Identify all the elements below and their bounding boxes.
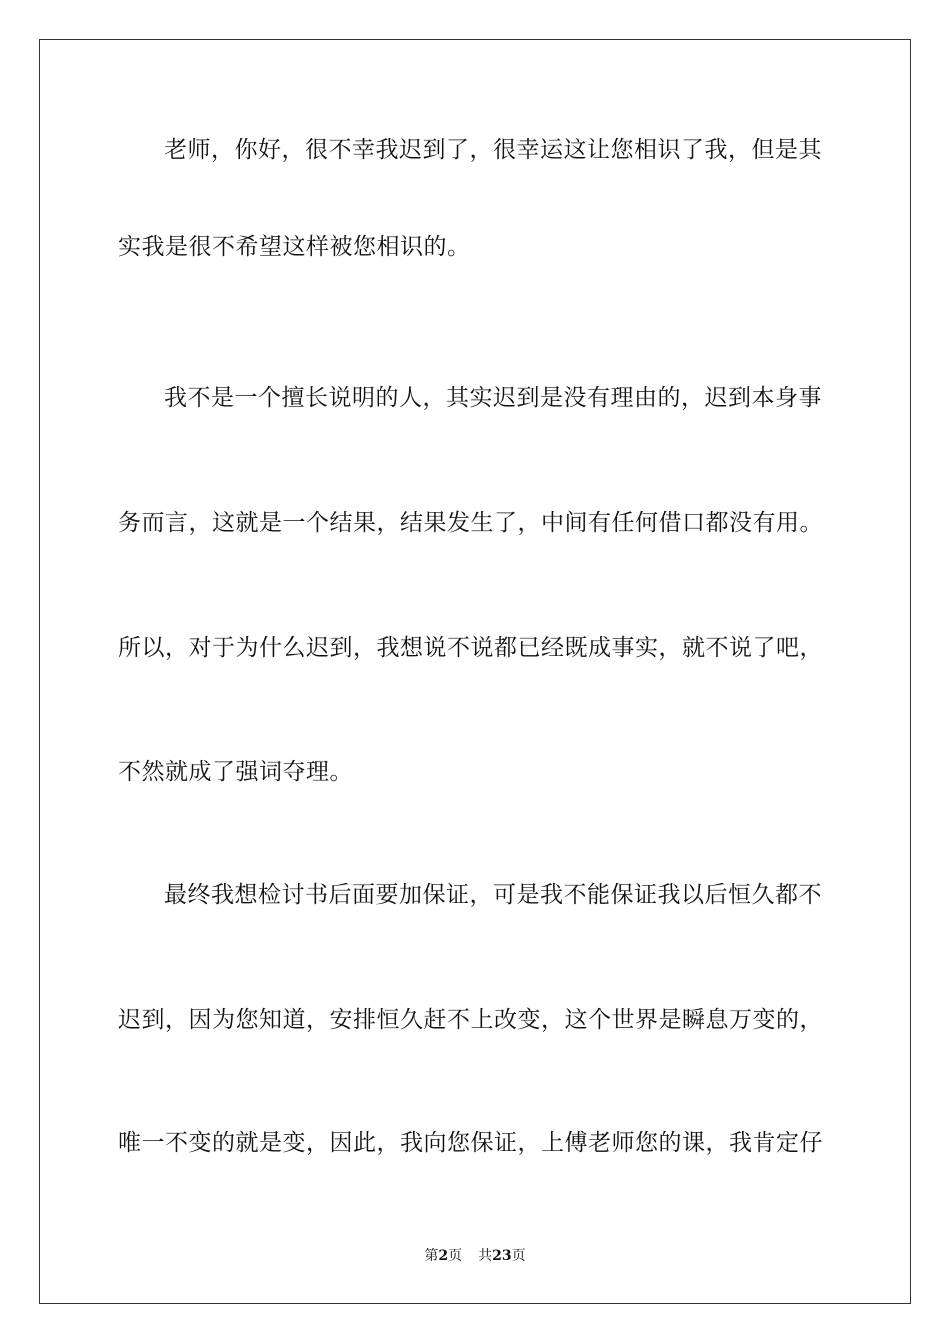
- page-border: [39, 39, 911, 1304]
- page-prefix: 第: [424, 1248, 439, 1264]
- paragraph-3-line-2: 迟到，因为您知道，安排恒久赶不上改变，这个世界是瞬息万变的，: [118, 1007, 823, 1033]
- paragraph-2-line-3: 所以，对于为什么迟到，我想说不说都已经既成事实，就不说了吧，: [118, 635, 823, 661]
- paragraph-2-line-4: 不然就成了强词夺理。: [118, 759, 353, 785]
- total-suffix: 页: [511, 1248, 526, 1264]
- paragraph-1-line-2: 实我是很不希望这样被您相识的。: [118, 234, 471, 260]
- paragraph-1-line-1: 老师，你好，很不幸我迟到了，很幸运这让您相识了我，但是其: [164, 137, 822, 163]
- total-pages: 23: [492, 1248, 512, 1264]
- page-suffix: 页: [448, 1248, 463, 1264]
- paragraph-2-line-1: 我不是一个擅长说明的人，其实迟到是没有理由的，迟到本身事: [164, 385, 822, 411]
- page-number: 2: [438, 1248, 449, 1264]
- paragraph-2-line-2: 务而言，这就是一个结果，结果发生了，中间有任何借口都没有用。: [118, 510, 823, 536]
- paragraph-3-line-3: 唯一不变的就是变，因此，我向您保证，上傅老师您的课，我肯定仔: [118, 1130, 823, 1156]
- page-footer: [0, 1246, 950, 1266]
- paragraph-3-line-1: 最终我想检讨书后面要加保证，可是我不能保证我以后恒久都不: [164, 882, 822, 908]
- total-prefix: 共: [478, 1248, 493, 1264]
